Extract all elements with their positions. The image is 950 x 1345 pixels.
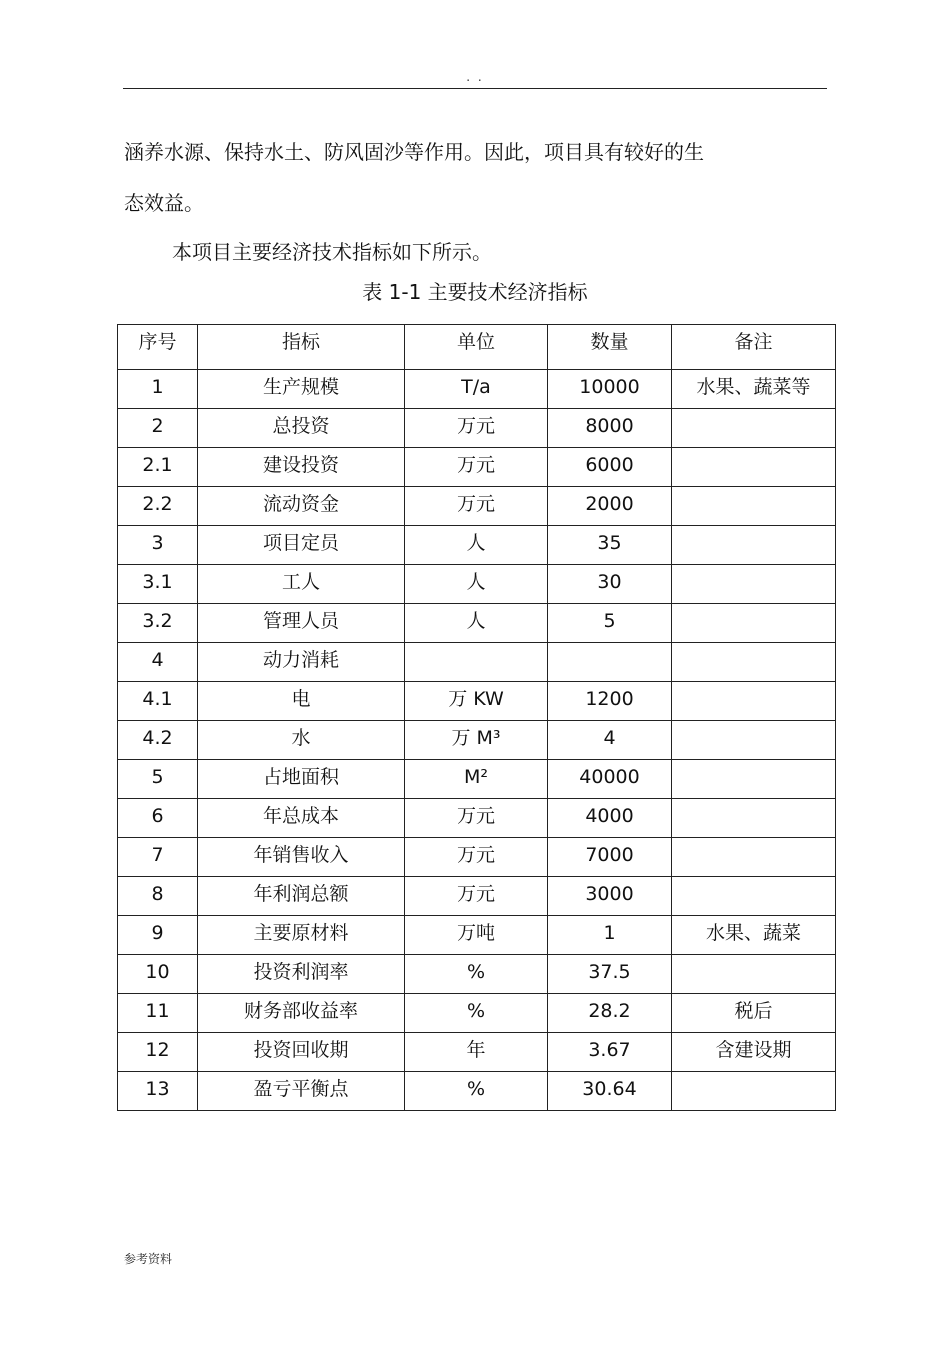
cell-unit: 万元 — [405, 448, 548, 487]
cell-unit: 万吨 — [405, 916, 548, 955]
cell-indicator: 占地面积 — [198, 760, 405, 799]
cell-remark — [672, 604, 836, 643]
cell-index: 3.2 — [118, 604, 198, 643]
cell-unit: 人 — [405, 526, 548, 565]
table-row — [118, 760, 836, 799]
cell-unit: 万 KW — [405, 682, 548, 721]
cell-indicator: 盈亏平衡点 — [198, 1072, 405, 1111]
cell-remark — [672, 565, 836, 604]
cell-indicator: 财务部收益率 — [198, 994, 405, 1033]
body-paragraph-line-2: 态效益。 — [124, 191, 204, 215]
cell-remark — [672, 955, 836, 994]
table-caption: 表 1-1 主要技术经济指标 — [362, 280, 588, 304]
cell-unit: 人 — [405, 565, 548, 604]
cell-remark — [672, 799, 836, 838]
cell-index: 6 — [118, 799, 198, 838]
cell-index: 2.1 — [118, 448, 198, 487]
header-divider — [123, 88, 827, 89]
table-row — [118, 487, 836, 526]
table-row — [118, 643, 836, 682]
cell-indicator: 年销售收入 — [198, 838, 405, 877]
cell-quantity: 3000 — [548, 877, 672, 916]
cell-quantity: 40000 — [548, 760, 672, 799]
table-row — [118, 916, 836, 955]
cell-quantity — [548, 643, 672, 682]
cell-index: 3.1 — [118, 565, 198, 604]
cell-indicator: 生产规模 — [198, 370, 405, 409]
cell-unit: T/a — [405, 370, 548, 409]
cell-index: 4 — [118, 643, 198, 682]
cell-quantity: 4000 — [548, 799, 672, 838]
cell-indicator: 年总成本 — [198, 799, 405, 838]
cell-index: 4.1 — [118, 682, 198, 721]
cell-quantity: 30 — [548, 565, 672, 604]
cell-indicator: 流动资金 — [198, 487, 405, 526]
cell-remark — [672, 526, 836, 565]
table-body — [118, 370, 836, 1111]
header-indicator: 指标 — [198, 325, 405, 370]
table-row — [118, 1072, 836, 1111]
table-row — [118, 994, 836, 1033]
cell-indicator: 动力消耗 — [198, 643, 405, 682]
cell-remark — [672, 877, 836, 916]
cell-indicator: 管理人员 — [198, 604, 405, 643]
cell-quantity: 2000 — [548, 487, 672, 526]
cell-remark — [672, 682, 836, 721]
cell-unit: % — [405, 1072, 548, 1111]
cell-remark — [672, 1072, 836, 1111]
cell-index: 8 — [118, 877, 198, 916]
cell-unit: 万元 — [405, 487, 548, 526]
cell-unit — [405, 643, 548, 682]
table-row — [118, 526, 836, 565]
cell-quantity: 35 — [548, 526, 672, 565]
cell-indicator: 电 — [198, 682, 405, 721]
cell-index: 3 — [118, 526, 198, 565]
cell-quantity: 1200 — [548, 682, 672, 721]
cell-remark — [672, 409, 836, 448]
cell-index: 2.2 — [118, 487, 198, 526]
cell-indicator: 建设投资 — [198, 448, 405, 487]
cell-remark — [672, 721, 836, 760]
header-remark: 备注 — [672, 325, 836, 370]
cell-remark — [672, 487, 836, 526]
cell-index: 7 — [118, 838, 198, 877]
technical-economic-indicators-table — [117, 324, 836, 1111]
cell-index: 10 — [118, 955, 198, 994]
cell-unit: 人 — [405, 604, 548, 643]
cell-index: 12 — [118, 1033, 198, 1072]
cell-index: 1 — [118, 370, 198, 409]
cell-index: 11 — [118, 994, 198, 1033]
cell-unit: 万元 — [405, 838, 548, 877]
cell-index: 13 — [118, 1072, 198, 1111]
cell-remark — [672, 838, 836, 877]
header-index: 序号 — [118, 325, 198, 370]
cell-remark — [672, 643, 836, 682]
cell-quantity: 6000 — [548, 448, 672, 487]
page-footer: 参考资料 — [124, 1252, 173, 1266]
cell-unit: 万元 — [405, 799, 548, 838]
table-row — [118, 682, 836, 721]
cell-quantity: 37.5 — [548, 955, 672, 994]
cell-indicator: 投资回收期 — [198, 1033, 405, 1072]
cell-quantity: 7000 — [548, 838, 672, 877]
cell-index: 9 — [118, 916, 198, 955]
cell-quantity: 10000 — [548, 370, 672, 409]
table-row — [118, 604, 836, 643]
cell-remark: 水果、蔬菜 — [672, 916, 836, 955]
cell-unit: % — [405, 994, 548, 1033]
table-row — [118, 838, 836, 877]
cell-unit: 万元 — [405, 877, 548, 916]
cell-unit: 万 M³ — [405, 721, 548, 760]
cell-indicator: 工人 — [198, 565, 405, 604]
table-row — [118, 409, 836, 448]
table-row — [118, 565, 836, 604]
cell-quantity: 8000 — [548, 409, 672, 448]
cell-indicator: 年利润总额 — [198, 877, 405, 916]
cell-indicator: 主要原材料 — [198, 916, 405, 955]
cell-remark: 税后 — [672, 994, 836, 1033]
cell-quantity: 30.64 — [548, 1072, 672, 1111]
cell-indicator: 投资利润率 — [198, 955, 405, 994]
cell-quantity: 28.2 — [548, 994, 672, 1033]
cell-index: 2 — [118, 409, 198, 448]
cell-quantity: 4 — [548, 721, 672, 760]
cell-quantity: 1 — [548, 916, 672, 955]
table-row — [118, 877, 836, 916]
table-row — [118, 448, 836, 487]
body-paragraph-intro: 本项目主要经济技术指标如下所示。 — [172, 240, 492, 264]
table-row — [118, 370, 836, 409]
table-row — [118, 799, 836, 838]
cell-indicator: 项目定员 — [198, 526, 405, 565]
cell-unit: M² — [405, 760, 548, 799]
cell-index: 4.2 — [118, 721, 198, 760]
cell-unit: 万元 — [405, 409, 548, 448]
cell-index: 5 — [118, 760, 198, 799]
table-row — [118, 721, 836, 760]
header-quantity: 数量 — [548, 325, 672, 370]
cell-quantity: 3.67 — [548, 1033, 672, 1072]
body-paragraph-line-1: 涵养水源、保持水土、防风固沙等作用。因此，项目具有较好的生 — [124, 140, 704, 164]
cell-unit: % — [405, 955, 548, 994]
cell-unit: 年 — [405, 1033, 548, 1072]
header-unit: 单位 — [405, 325, 548, 370]
table-row — [118, 1033, 836, 1072]
cell-remark: 含建设期 — [672, 1033, 836, 1072]
table-header-row — [118, 325, 836, 370]
cell-indicator: 总投资 — [198, 409, 405, 448]
cell-remark — [672, 448, 836, 487]
cell-remark: 水果、蔬菜等 — [672, 370, 836, 409]
page-header-dots: . . — [466, 70, 484, 84]
cell-remark — [672, 760, 836, 799]
cell-indicator: 水 — [198, 721, 405, 760]
cell-quantity: 5 — [548, 604, 672, 643]
table-row — [118, 955, 836, 994]
